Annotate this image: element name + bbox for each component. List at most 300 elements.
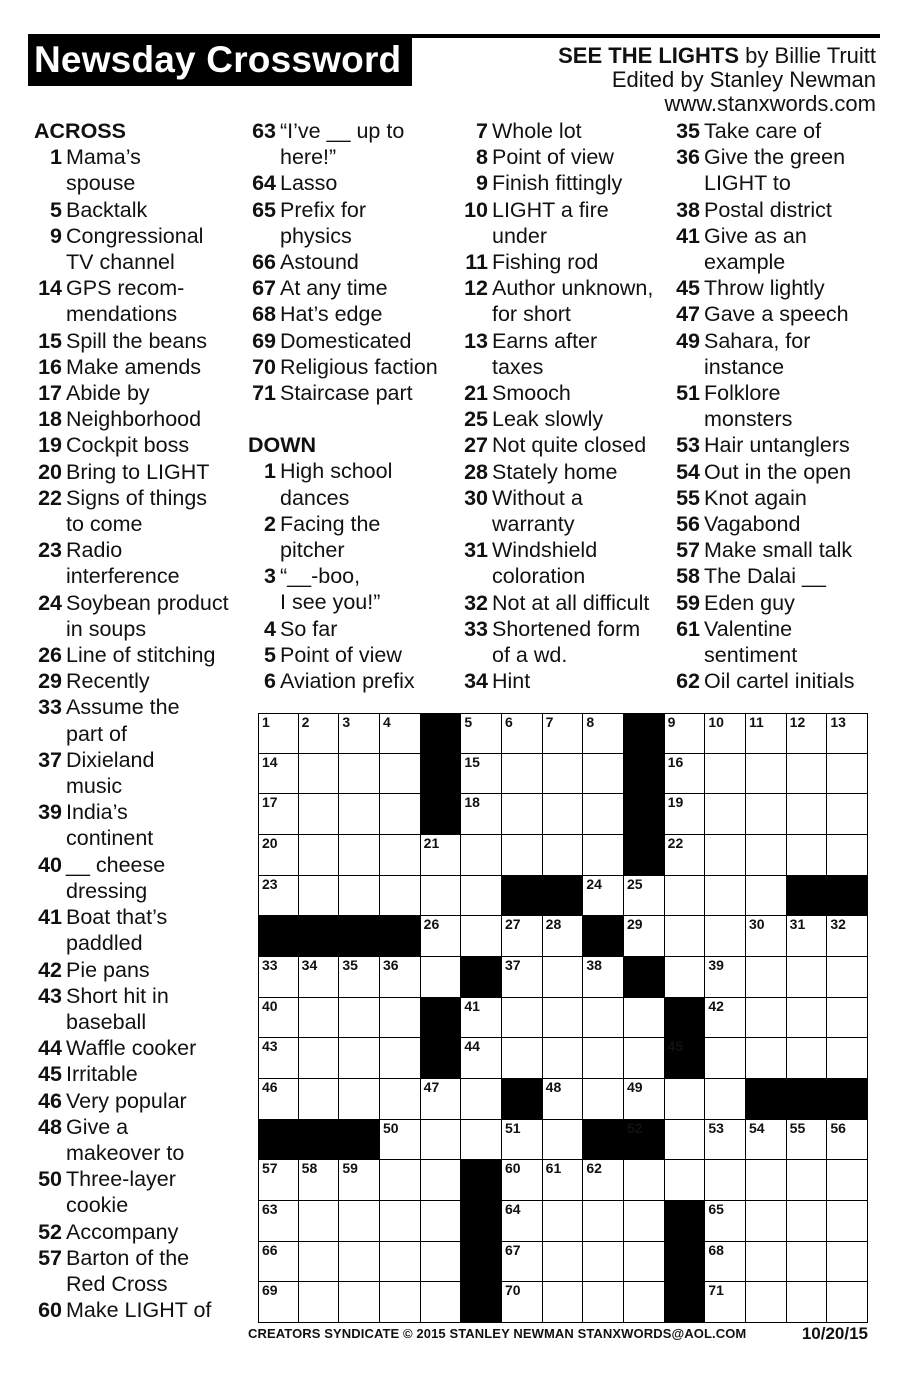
grid-cell[interactable] (460, 915, 502, 957)
grid-cell[interactable] (338, 997, 380, 1039)
grid-cell[interactable] (582, 875, 624, 917)
grid-cell[interactable] (582, 997, 624, 1039)
clue-text: baseball (66, 1009, 147, 1034)
clue (460, 144, 653, 170)
cell-number: 22 (667, 835, 684, 851)
clue-number: 9 (50, 223, 62, 248)
grid-cell[interactable] (745, 1200, 787, 1242)
clue-number: 36 (676, 145, 700, 170)
grid-cell[interactable] (501, 834, 543, 876)
grid-cell[interactable] (338, 1078, 380, 1120)
clue-number: 29 (38, 669, 62, 694)
black-square (338, 915, 380, 957)
clue-text: I see you!” (280, 590, 381, 615)
grid-cell[interactable] (501, 1281, 543, 1323)
grid-cell[interactable] (298, 1159, 340, 1201)
cell-number: 20 (262, 835, 278, 851)
grid-cell[interactable] (501, 1159, 543, 1201)
grid-cell[interactable] (379, 834, 421, 876)
clue-continuation (34, 878, 229, 904)
clue-text: Religious faction (280, 354, 438, 379)
cell-number: 47 (423, 1079, 440, 1095)
grid-cell[interactable] (460, 793, 502, 835)
grid-cell[interactable] (258, 1078, 299, 1120)
clue-continuation (460, 354, 653, 380)
clue-text: Gave a speech (704, 302, 849, 327)
grid-cell[interactable] (745, 834, 787, 876)
grid-cell[interactable] (258, 834, 299, 876)
grid-cell[interactable] (379, 1078, 421, 1120)
clue-column-1 (34, 118, 229, 1323)
grid-cell[interactable] (258, 713, 299, 754)
grid-cell[interactable] (460, 997, 502, 1039)
clue (34, 1166, 229, 1192)
grid-cell[interactable] (826, 1037, 868, 1079)
grid-cell[interactable] (745, 793, 787, 835)
clue-text: Soybean product (66, 590, 229, 615)
grid-cell[interactable] (338, 834, 380, 876)
grid-cell[interactable] (379, 1119, 421, 1161)
grid-cell[interactable] (786, 834, 828, 876)
clue-text: TV channel (66, 250, 175, 275)
grid-cell[interactable] (501, 1241, 543, 1283)
grid-cell[interactable] (338, 1281, 380, 1323)
clue-text: Red Cross (66, 1271, 168, 1296)
grid-cell[interactable] (338, 753, 380, 795)
clue-text: Give a (66, 1114, 129, 1139)
grid-cell[interactable] (623, 875, 665, 917)
grid-cell[interactable] (501, 1119, 543, 1161)
grid-cell[interactable] (826, 1241, 868, 1283)
clue-number: 13 (464, 328, 488, 353)
grid-cell[interactable] (745, 753, 787, 795)
grid-cell[interactable] (338, 793, 380, 835)
grid-cell[interactable] (786, 713, 828, 754)
grid-cell[interactable] (582, 834, 624, 876)
black-square (258, 915, 299, 957)
grid-cell[interactable] (420, 1200, 462, 1242)
clue-text: Point of view (492, 145, 614, 170)
cell-number: 53 (708, 1119, 724, 1136)
grid-cell[interactable] (501, 997, 543, 1039)
cell-number: 7 (545, 714, 554, 730)
grid-cell[interactable] (379, 753, 421, 795)
cell-number: 38 (586, 957, 602, 973)
grid-cell[interactable] (338, 956, 380, 998)
grid-cell[interactable] (704, 956, 746, 998)
grid-cell[interactable] (460, 875, 502, 917)
grid-cell[interactable] (664, 793, 706, 835)
cell-number: 60 (505, 1160, 521, 1177)
grid-cell[interactable] (786, 1119, 828, 1161)
grid-cell[interactable] (582, 1281, 624, 1323)
clue-text: Finish fittingly (492, 171, 623, 196)
clue (672, 668, 855, 694)
cell-number: 56 (830, 1119, 846, 1136)
black-square (623, 956, 665, 998)
clue-number: 69 (252, 328, 276, 353)
grid-cell[interactable] (826, 713, 868, 754)
clue-text: Make LIGHT of (66, 1298, 212, 1323)
grid-cell[interactable] (379, 956, 421, 998)
grid-cell[interactable] (704, 793, 746, 835)
grid-cell[interactable] (745, 915, 787, 957)
grid-cell[interactable] (379, 1200, 421, 1242)
grid-cell[interactable] (704, 1200, 746, 1242)
grid-cell[interactable] (745, 1119, 787, 1161)
clue-text: Very popular (66, 1088, 187, 1113)
clue-continuation (672, 354, 855, 380)
black-square (664, 1200, 706, 1242)
grid-cell[interactable] (501, 1037, 543, 1079)
grid-cell[interactable] (704, 1037, 746, 1079)
clue (34, 485, 229, 511)
clue-text: pitcher (280, 538, 345, 563)
grid-cell[interactable] (460, 713, 502, 754)
grid-cell[interactable] (338, 713, 380, 754)
clue (34, 642, 229, 668)
cell-number: 15 (464, 753, 480, 770)
grid-cell[interactable] (542, 956, 584, 998)
grid-cell[interactable] (460, 1078, 502, 1120)
grid-cell[interactable] (258, 956, 299, 998)
grid-cell[interactable] (745, 1241, 787, 1283)
grid-cell[interactable] (298, 875, 340, 917)
clue-text: Take care of (704, 119, 822, 143)
grid-cell[interactable] (460, 1119, 502, 1161)
grid-cell[interactable] (542, 1200, 584, 1242)
grid-cell[interactable] (460, 753, 502, 795)
grid-cell[interactable] (745, 956, 787, 998)
clue-continuation (672, 249, 855, 275)
grid-cell[interactable] (258, 1281, 299, 1323)
grid-cell[interactable] (664, 834, 706, 876)
grid-cell[interactable] (826, 997, 868, 1039)
grid-cell[interactable] (664, 915, 706, 957)
grid-cell[interactable] (420, 1119, 462, 1161)
clue-text: Radio (66, 538, 123, 563)
grid-cell[interactable] (704, 713, 746, 754)
black-square (664, 1281, 706, 1323)
grid-cell[interactable] (258, 753, 299, 795)
grid-cell[interactable] (826, 1119, 868, 1161)
grid-cell[interactable] (298, 713, 340, 754)
grid-cell[interactable] (501, 713, 543, 754)
cell-number: 18 (464, 794, 480, 811)
cell-number: 23 (262, 875, 278, 892)
grid-cell[interactable] (379, 875, 421, 917)
grid-cell[interactable] (379, 1281, 421, 1323)
grid-cell[interactable] (786, 1037, 828, 1079)
clue-number: 33 (38, 695, 62, 720)
grid-cell[interactable] (786, 1241, 828, 1283)
grid-cell[interactable] (704, 834, 746, 876)
cell-number: 19 (667, 794, 684, 811)
clue (34, 537, 229, 563)
grid-cell[interactable] (786, 956, 828, 998)
grid-cell[interactable] (623, 1200, 665, 1242)
clue-number: 23 (38, 538, 62, 563)
grid-cell[interactable] (542, 753, 584, 795)
grid-cell[interactable] (501, 1200, 543, 1242)
clue-text: here!” (280, 145, 337, 170)
grid-cell[interactable] (338, 875, 380, 917)
clue-continuation (672, 642, 855, 668)
clue-number: 11 (465, 250, 488, 275)
grid-cell[interactable] (745, 997, 787, 1039)
grid-cell[interactable] (258, 1159, 299, 1201)
grid-cell[interactable] (623, 1241, 665, 1283)
grid-cell[interactable] (542, 915, 584, 957)
grid-cell[interactable] (298, 1281, 340, 1323)
grid-cell[interactable] (298, 956, 340, 998)
grid-cell[interactable] (664, 713, 706, 754)
clue-number: 26 (38, 643, 62, 668)
cell-number: 26 (423, 916, 440, 933)
grid-cell[interactable] (420, 875, 462, 917)
grid-cell[interactable] (582, 1037, 624, 1079)
grid-cell[interactable] (582, 956, 624, 998)
black-square (623, 834, 665, 876)
grid-cell[interactable] (826, 1200, 868, 1242)
grid-cell[interactable] (298, 1037, 340, 1079)
grid-cell[interactable] (704, 1078, 746, 1120)
black-square (501, 875, 543, 917)
grid-cell[interactable] (298, 753, 340, 795)
cell-number: 5 (464, 714, 473, 730)
clue-number: 54 (676, 459, 700, 484)
grid-cell[interactable] (582, 793, 624, 835)
clue-text: Aviation prefix (280, 669, 415, 694)
grid-cell[interactable] (582, 753, 624, 795)
clue-text: Folklore (704, 381, 781, 406)
clue-continuation (34, 721, 229, 747)
cell-number: 48 (545, 1079, 562, 1095)
clue-text: Knot again (704, 485, 807, 510)
clue-text: Congressional (66, 223, 204, 248)
grid-cell[interactable] (258, 1200, 299, 1242)
cell-number: 24 (586, 875, 602, 892)
grid-cell[interactable] (501, 753, 543, 795)
clue-continuation (248, 485, 438, 511)
clue-text: dances (280, 485, 350, 510)
clue-text: Mama’s (66, 145, 141, 170)
grid-cell[interactable] (298, 1078, 340, 1120)
grid-cell[interactable] (338, 1159, 380, 1201)
clue-number: 33 (464, 616, 488, 641)
cell-number: 13 (830, 714, 846, 730)
clue-number: 4 (264, 616, 276, 641)
black-square (379, 915, 421, 957)
clue-text: Cockpit boss (66, 433, 190, 458)
clue-text: Bring to LIGHT (66, 459, 210, 484)
clue (460, 668, 653, 694)
cell-number: 37 (505, 957, 521, 973)
grid-cell[interactable] (623, 1281, 665, 1323)
grid-cell[interactable] (664, 1159, 706, 1201)
grid-cell[interactable] (826, 915, 868, 957)
grid-cell[interactable] (420, 834, 462, 876)
puzzle-title-line (558, 44, 876, 68)
grid-cell[interactable] (704, 915, 746, 957)
clue (34, 1061, 229, 1087)
grid-cell[interactable] (379, 1241, 421, 1283)
grid-cell[interactable] (379, 713, 421, 754)
grid-cell[interactable] (745, 1281, 787, 1323)
grid-cell[interactable] (623, 1037, 665, 1079)
grid-cell[interactable] (258, 997, 299, 1039)
grid-cell[interactable] (704, 1241, 746, 1283)
grid-cell[interactable] (826, 793, 868, 835)
grid-cell[interactable] (298, 793, 340, 835)
grid-cell[interactable] (420, 1159, 462, 1201)
grid-cell[interactable] (786, 915, 828, 957)
clue (672, 485, 855, 511)
grid-cell[interactable] (420, 915, 462, 957)
clue-number: 57 (676, 538, 700, 563)
grid-cell[interactable] (664, 956, 706, 998)
grid-cell[interactable] (664, 1119, 706, 1161)
grid-cell[interactable] (298, 1241, 340, 1283)
clue (672, 537, 855, 563)
grid-cell[interactable] (623, 1159, 665, 1201)
footer-credit: CREATORS SYNDICATE © 2015 STANLEY NEWMAN STANXWORDS@AOL.COM (248, 1326, 747, 1341)
grid-cell[interactable] (786, 1159, 828, 1201)
grid-cell[interactable] (582, 1200, 624, 1242)
grid-cell[interactable] (460, 834, 502, 876)
grid-cell[interactable] (258, 875, 299, 917)
clue-number: 43 (38, 983, 62, 1008)
clue-number: 40 (38, 852, 62, 877)
grid-cell[interactable] (338, 1241, 380, 1283)
grid-cell[interactable] (826, 956, 868, 998)
grid-cell[interactable] (826, 753, 868, 795)
grid-cell[interactable] (704, 1119, 746, 1161)
grid-cell[interactable] (704, 1281, 746, 1323)
clue-text: Give the green (704, 145, 846, 170)
grid-cell[interactable] (623, 997, 665, 1039)
grid-cell[interactable] (786, 1200, 828, 1242)
grid-cell[interactable] (826, 834, 868, 876)
grid-cell[interactable] (542, 793, 584, 835)
grid-cell[interactable] (542, 1119, 584, 1161)
grid-cell[interactable] (745, 1159, 787, 1201)
clue-number: 32 (464, 590, 488, 615)
grid-cell[interactable] (258, 793, 299, 835)
author: by Billie Truitt (745, 43, 876, 68)
black-square (501, 1078, 543, 1120)
black-square (420, 753, 462, 795)
grid-cell[interactable] (582, 1078, 624, 1120)
clue-text: instance (704, 354, 785, 379)
grid-cell[interactable] (379, 1159, 421, 1201)
clue-text: Line of stitching (66, 643, 216, 668)
clue-text: Abide by (66, 381, 150, 406)
clue-text: taxes (492, 354, 544, 379)
grid-cell[interactable] (542, 1159, 584, 1201)
grid-cell[interactable] (379, 997, 421, 1039)
grid-cell[interactable] (623, 915, 665, 957)
grid-cell[interactable] (745, 1037, 787, 1079)
clue-text: Out in the open (704, 459, 852, 484)
grid-cell[interactable] (258, 1037, 299, 1079)
clue-text: Spill the beans (66, 328, 208, 353)
grid-cell[interactable] (664, 1078, 706, 1120)
grid-cell[interactable] (664, 875, 706, 917)
grid-cell[interactable] (542, 997, 584, 1039)
cell-number: 41 (464, 997, 480, 1014)
clue (248, 563, 438, 589)
grid-cell[interactable] (298, 1200, 340, 1242)
grid-cell[interactable] (582, 1241, 624, 1283)
clue-text: Backtalk (66, 197, 148, 222)
grid-cell[interactable] (786, 1281, 828, 1323)
clue-continuation (34, 170, 229, 196)
grid-cell[interactable] (379, 1037, 421, 1079)
grid-cell[interactable] (258, 1241, 299, 1283)
clue-text: Without a (492, 485, 583, 510)
grid-cell[interactable] (704, 997, 746, 1039)
grid-cell[interactable] (745, 713, 787, 754)
grid-cell[interactable] (420, 1078, 462, 1120)
grid-cell[interactable] (745, 875, 787, 917)
grid-cell[interactable] (582, 1159, 624, 1201)
grid-cell[interactable] (542, 1281, 584, 1323)
grid-cell[interactable] (786, 793, 828, 835)
grid-cell[interactable] (826, 1281, 868, 1323)
grid-cell[interactable] (420, 1241, 462, 1283)
grid-cell[interactable] (542, 713, 584, 754)
clue-text: Point of view (280, 642, 402, 667)
grid-cell[interactable] (501, 915, 543, 957)
clue-number: 30 (464, 485, 488, 510)
grid-cell[interactable] (542, 1037, 584, 1079)
clue-text: Astound (280, 250, 359, 275)
grid-cell[interactable] (582, 713, 624, 754)
black-square (582, 1119, 624, 1161)
clue-number: 71 (252, 381, 276, 406)
grid-cell[interactable] (542, 1241, 584, 1283)
grid-cell[interactable] (542, 834, 584, 876)
clue-continuation (34, 563, 229, 589)
grid-cell[interactable] (379, 793, 421, 835)
clue-number: 61 (676, 616, 700, 641)
grid-cell[interactable] (338, 1200, 380, 1242)
grid-cell[interactable] (338, 1037, 380, 1079)
grid-cell[interactable] (704, 875, 746, 917)
grid-cell[interactable] (664, 753, 706, 795)
spacer (248, 406, 438, 432)
grid-cell[interactable] (460, 1037, 502, 1079)
clue-text: At any time (280, 276, 388, 301)
cell-number: 39 (708, 957, 724, 973)
grid-cell[interactable] (786, 997, 828, 1039)
grid-cell[interactable] (420, 956, 462, 998)
grid-cell[interactable] (704, 1159, 746, 1201)
grid-cell[interactable] (501, 956, 543, 998)
grid-cell[interactable] (786, 753, 828, 795)
grid-cell[interactable] (623, 1078, 665, 1120)
grid-cell[interactable] (826, 1159, 868, 1201)
grid-cell[interactable] (501, 793, 543, 835)
grid-cell[interactable] (704, 753, 746, 795)
clue (34, 694, 229, 720)
grid-cell[interactable] (298, 997, 340, 1039)
grid-cell[interactable] (542, 1078, 584, 1120)
grid-cell[interactable] (298, 834, 340, 876)
grid-cell[interactable] (420, 1281, 462, 1323)
clue-continuation (34, 616, 229, 642)
